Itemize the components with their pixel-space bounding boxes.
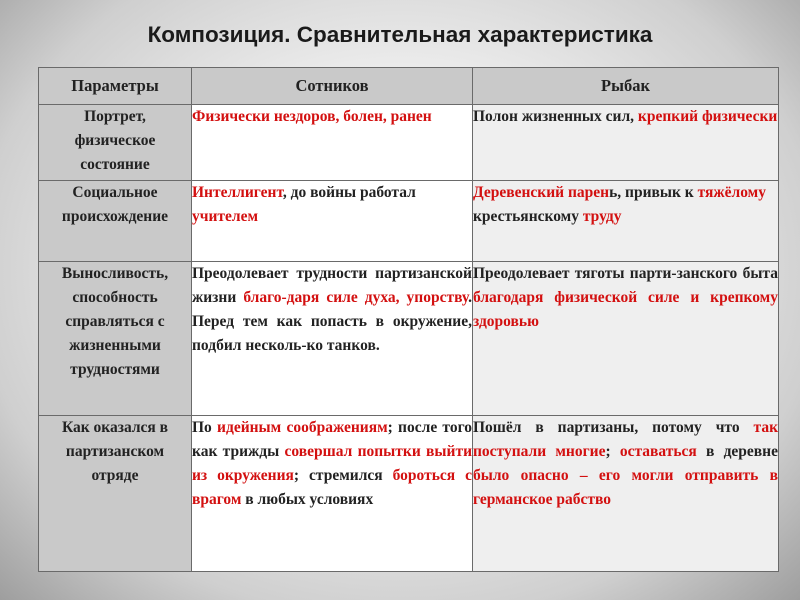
param-cell (39, 416, 192, 572)
sotnikov-cell (192, 105, 473, 181)
rybak-cell (473, 262, 779, 416)
table-row (39, 105, 779, 181)
text-segment: оставаться (619, 443, 697, 460)
table-row (39, 416, 779, 572)
param-line: Как оказался в (61, 419, 169, 436)
text-segment: крестьянскому (473, 208, 583, 225)
text-segment: в любых условиях (241, 491, 374, 508)
text-segment: было опасно – его могли отправить в германское рабство (473, 467, 778, 508)
text-segment: учителем (192, 208, 259, 225)
param-line: отряде (91, 467, 139, 484)
rybak-cell (473, 105, 779, 181)
slide-title: Композиция. Сравнительная характеристика (147, 22, 653, 47)
text-segment: Интеллигент (192, 184, 283, 201)
param-line: происхождение (61, 208, 169, 225)
param-cell (39, 262, 192, 416)
rybak-cell (473, 181, 779, 262)
text-segment: ; стремился (293, 467, 393, 484)
header-sotnikov: Сотников (192, 68, 473, 105)
param-line: Выносливость, (61, 265, 169, 282)
header-row (39, 68, 779, 105)
text-segment: крепкий физически (637, 108, 778, 125)
sotnikov-cell (192, 181, 473, 262)
param-cell (39, 105, 192, 181)
text-segment: идейным соображениям (217, 419, 388, 436)
param-line: Социальное (72, 184, 158, 201)
text-segment: , до войны работал (282, 184, 416, 201)
text-segment: По (192, 419, 218, 436)
param-line: способность (72, 289, 158, 306)
param-line: физическое (74, 132, 156, 149)
comparison-table (38, 67, 779, 572)
sotnikov-cell (192, 416, 473, 572)
text-segment: Пошёл в партизаны, потому что (473, 419, 754, 436)
text-segment: ; (605, 443, 620, 460)
table-row (39, 181, 779, 262)
text-segment: труду (582, 208, 622, 225)
text-segment: Преодолевает трудности партизанской жизни (192, 265, 472, 306)
param-cell (39, 181, 192, 262)
text-segment: Преодолевает тяготы парти-занского быта (473, 265, 778, 282)
text-segment: бороться с врагом (192, 467, 472, 508)
text-segment: совершал попытки выйти из окружения (192, 443, 472, 484)
param-line: Портрет, (84, 108, 146, 125)
text-segment: Физически нездоров, болен, ранен (192, 108, 432, 125)
text-segment: так поступали многие (473, 419, 778, 460)
table-row (39, 262, 779, 416)
text-segment: Полон жизненных сил, (473, 108, 638, 125)
text-segment: ; после того как трижды (192, 419, 472, 460)
param-line: жизненными (69, 337, 161, 354)
text-segment: благо-даря силе духа, упорству (243, 289, 469, 306)
param-line: трудностями (70, 361, 160, 378)
text-segment: благодаря физической силе и крепкому здоровью (473, 289, 778, 330)
param-line: партизанском (65, 443, 165, 460)
param-line: справляться с (65, 313, 165, 330)
param-line: состояние (80, 156, 150, 173)
text-segment: ь, привык к (609, 184, 698, 201)
text-segment: Деревенский парен (473, 184, 610, 201)
rybak-cell (473, 416, 779, 572)
sotnikov-cell (192, 262, 473, 416)
text-segment: в деревне (696, 443, 778, 460)
text-segment: . Перед тем как попасть в окружение, подбил несколь-ко танков. (192, 289, 473, 354)
header-parameters: Параметры (39, 68, 192, 105)
header-rybak: Рыбак (473, 68, 779, 105)
text-segment: тяжёлому (697, 184, 766, 201)
